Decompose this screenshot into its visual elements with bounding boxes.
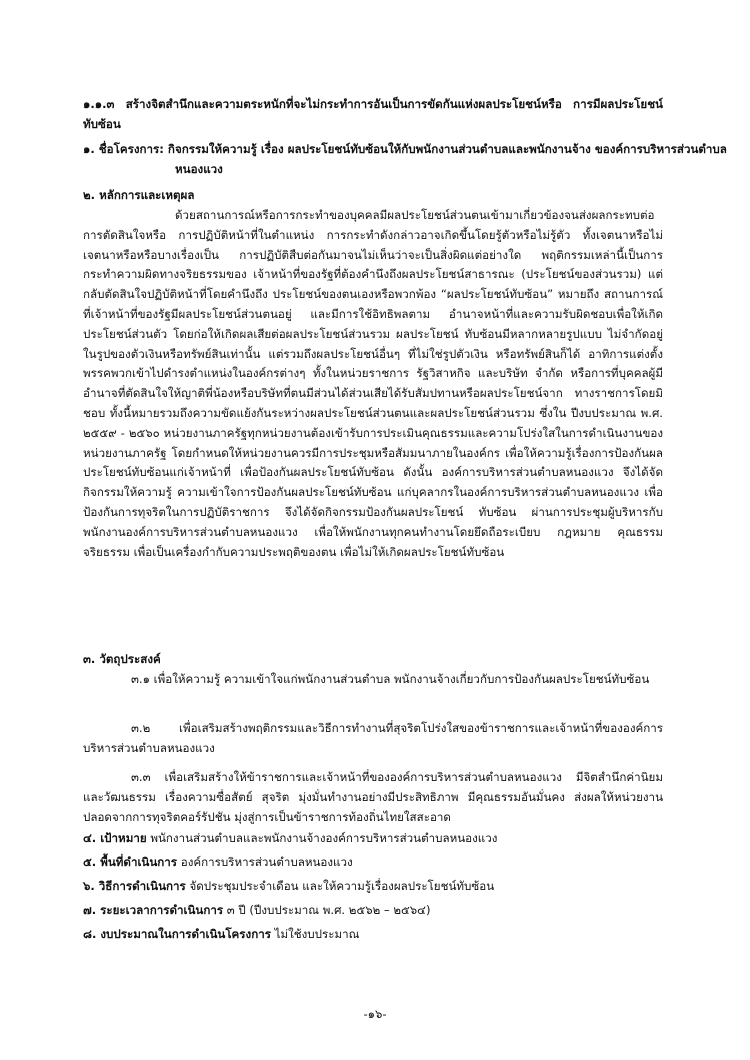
section-2-title: ๒. หลักการและเหตุผล (83, 188, 195, 202)
section-6-value: จัดประชุมประจำเดือน และให้ความรู้เรื่องผลประโยชน์ทับซ้อน (185, 879, 495, 893)
objective-3-2: ๓.๒ เพื่อเสริมสร้างพฤติกรรมและวิธีการทำงานที่สุจริตโปร่งใสของข้าราชการและเจ้าหน้าที่ขององค์การบริหารส่วนตำบลหนองแวง (83, 721, 663, 755)
section-4-target (83, 829, 663, 849)
section-2-body: ด้วยสถานการณ์หรือการกระทำของบุคคลมีผลประโยชน์ส่วนตนเข้ามาเกี่ยวข้องจนส่งผลกระทบต่อการตัดสินใจหรือ การปฏิบัติหน้าที่ในตำแหน่ง การกระทำดังกล่าวอาจเกิดขึ้นโดยรู้ตัวหรือไม่รู้ตัว ทั้งเจตนาหรือไม่เจตนาหรือหรือบางเรื่องเป็น การปฏิบัติสืบต่อกันมาจนไม่เห็นว่าจะเป็นสิ่งผิดแต่อย่างใด พฤติกรรมเหล่านี้เป็นการกระทำความผิดทางจริยธรรมของ เจ้าหน้าที่ของรัฐที่ต้องคำนึงถึงผลประโยชน์สาธารณะ (ประโยชน์ของส่วนรวม) แต่กลับตัดสินใจปฏิบัติหน้าที่โดยคำนึงถึง ประโยชน์ของตนเองหรือพวกพ้อง “ผลประโยชน์ทับซ้อน” หมายถึง สถานการณ์ที่เจ้าหน้าที่ของรัฐมีผลประโยชน์ส่วนตนอยู่ และมีการใช้อิทธิพลตาม อำนาจหน้าที่และความรับผิดชอบเพื่อให้เกิดประโยชน์ส่วนตัว โดยก่อให้เกิดผลเสียต่อผลประโยชน์ส่วนรวม ผลประโยชน์ ทับซ้อนมีหลากหลายรูปแบบ ไม่จำกัดอยู่ในรูปของตัวเงินหรือทรัพย์สินเท่านั้น แต่รวมถึงผลประโยชน์อื่นๆ ที่ไม่ใช่รูปตัวเงิน หรือทรัพย์สินก็ได้ อาทิการแต่งตั้งพรรคพวกเข้าไปดำรงตำแหน่งในองค์กรต่างๆ ทั้งในหน่วยราชการ รัฐวิสาหกิจ และบริษัท จำกัด หรือการที่บุคคลผู้มีอำนาจที่ตัดสินใจให้ญาติพี่น้องหรือบริษัทที่ตนมีส่วนได้ส่วนเสียได้รับสัมปทานหรือผลประโยชน์จาก ทางราชการโดยมิชอบ ทั้งนี้หมายรวมถึงความขัดแย้งกันระหว่างผลประโยชน์ส่วนตนและผลประโยชน์ส่วนรวม ซึ่งใน ปีงบประมาณ พ.ศ. ๒๕๕๙ - ๒๕๖๐ หน่วยงานภาครัฐทุกหน่วยงานต้องเข้ารับการประเมินคุณธรรมและความโปร่งใสในการดำเนินงานของหน่วยงานภาครัฐ โดยกำหนดให้หน่วยงานควรมีการประชุมหรือสัมมนาภายในองค์กร เพื่อให้ความรู้เรื่องการป้องกันผลประโยชน์ทับซ้อนแก่เจ้าหน้าที่ เพื่อป้องกันผลประโยชน์ทับซ้อน ดังนั้น องค์การบริหารส่วนตำบลหนองแวง จึงได้จัดกิจกรรมให้ความรู้ ความเข้าใจการป้องกันผลประโยชน์ทับซ้อน แก่บุคลากรในองค์การบริหารส่วนตำบลหนองแวง เพื่อป้องกันการทุจริตในการปฏิบัติราชการ จึงได้จัดกิจกรรมป้องกันผลประโยชน์ ทับซ้อน ผ่านการประชุมผู้บริหารกับพนักงานองค์การบริหารส่วนตำบลหนองแวง เพื่อให้พนักงานทุกคนทำงานโดยยึดถือระเบียบ กฎหมาย คุณธรรม จริยธรรม เพื่อเป็นเครื่องกำกับความประพฤติของตน เพื่อไม่ให้เกิดผลประโยชน์ทับซ้อน (83, 208, 663, 559)
section-6-method (83, 877, 663, 897)
section-5-area (83, 853, 663, 873)
section-8-label: ๘. งบประมาณในการดำเนินโครงการ (83, 927, 271, 941)
section-6-label: ๖. วิธีการดำเนินการ (83, 879, 186, 893)
project-name: ๑. ชื่อโครงการ: กิจกรรมให้ความรู้ เรื่อง ผลประโยชน์ทับซ้อนให้กับพนักงานส่วนตำบลและพนักงานจ้าง ของค์การบริหารส่วนตำบลหนองแวง (83, 142, 727, 176)
section-4-label: ๔. เป้าหมาย (83, 831, 147, 845)
section-7-label: ๗. ระยะเวลาการดำเนินการ (83, 903, 224, 917)
section-heading: ๑.๑.๓ สร้างจิตสำนึกและความตระหนักที่จะไม่กระทำการอันเป็นการขัดกันแห่งผลประโยชน์หรือ การมีผลประโยชน์ทับซ้อน (83, 97, 663, 131)
section-3-title: ๓. วัตถุประสงค์ (83, 652, 161, 666)
objective-3-1: ๓.๑ เพื่อให้ความรู้ ความเข้าใจแก่พนักงานส่วนตำบล พนักงานจ้างเกี่ยวกับการป้องกันผลประโยชน์ทับซ้อน (131, 672, 650, 686)
section-5-value: องค์การบริหารส่วนตำบลหนองแวง (177, 855, 353, 869)
section-5-label: ๕. พื้นที่ดำเนินการ (83, 855, 178, 869)
section-8-budget (83, 925, 663, 945)
section-7-value: ๓ ปี (ปีงบประมาณ พ.ศ. ๒๕๖๒ – ๒๕๖๔) (223, 903, 431, 917)
objective-3-3: ๓.๓ เพื่อเสริมสร้างให้ข้าราชการและเจ้าหน้าที่ขององค์การบริหารส่วนตำบลหนองแวง มีจิตสำนึกค่านิยม และวัฒนธรรม เรื่องความซื่อสัตย์ สุจริต มุ่งมั่นทำงานอย่างมีประสิทธิภาพ มีคุณธรรมอันมั่นคง ส่งผลให้หน่วยงานปลอดจากการทุจริตคอร์รัปชัน มุ่งสู่การเป็นข้าราชการท้องถิ่นไทยใสสะอาด (83, 770, 663, 824)
section-4-value: พนักงานส่วนตำบลและพนักงานจ้างองค์การบริหารส่วนตำบลหนองแวง (146, 831, 498, 845)
section-7-duration (83, 901, 663, 921)
page-number: -๑๖- (363, 1007, 387, 1021)
section-8-value: ไม่ใช้งบประมาณ (270, 927, 360, 941)
